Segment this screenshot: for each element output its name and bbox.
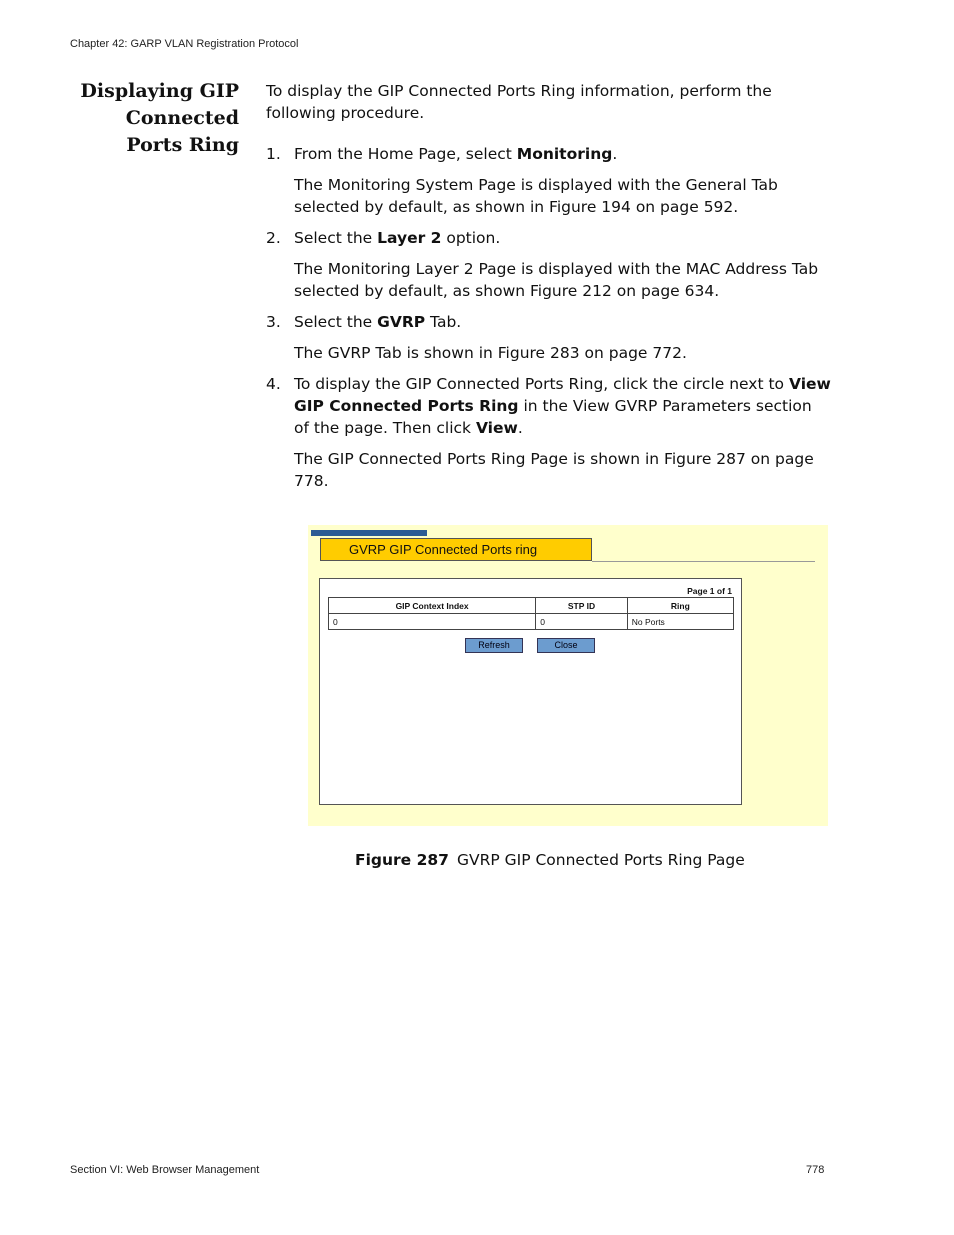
refresh-button[interactable]: Refresh — [465, 638, 523, 653]
table-row — [329, 614, 734, 630]
intro-paragraph: To display the GIP Connected Ports Ring information, perform the following procedure. — [266, 82, 772, 122]
procedure-body — [266, 80, 831, 501]
step-number: 2. — [266, 229, 281, 247]
figure-caption — [355, 851, 745, 869]
figure-caption-text: GVRP GIP Connected Ports Ring Page — [456, 851, 745, 869]
section-title-line-1: Displaying GIP — [80, 80, 239, 102]
step-instruction: To display the GIP Connected Ports Ring, click the circle next to View GIP Connected Ports Ring in the View GVRP Parameters section of the page. Then click View. — [294, 375, 831, 437]
footer-section: Section VI: Web Browser Management — [70, 1164, 260, 1176]
running-head: Chapter 42: GARP VLAN Registration Protocol — [70, 38, 299, 50]
ui-term: GVRP — [377, 313, 426, 331]
step-result: The GVRP Tab is shown in Figure 283 on page 772. — [294, 344, 687, 362]
step-instruction: Select the GVRP Tab. — [294, 313, 462, 331]
content-panel — [319, 578, 742, 805]
step-number: 3. — [266, 313, 281, 331]
tab-gvrp-gip-connected-ports-ring[interactable]: GVRP GIP Connected Ports ring — [320, 538, 592, 561]
ui-term: Monitoring — [516, 145, 613, 163]
page-indicator: Page 1 of 1 — [687, 586, 732, 596]
step-number: 4. — [266, 375, 281, 393]
table-header-row — [329, 598, 734, 614]
step-2 — [266, 227, 831, 302]
cell-stp-id: 0 — [536, 614, 628, 630]
section-title — [60, 78, 239, 159]
step-number: 1. — [266, 145, 281, 163]
page-number: 778 — [806, 1164, 825, 1176]
step-result: The Monitoring Layer 2 Page is displayed with the MAC Address Tab selected by default, as shown Figure 212 on page 634. — [294, 260, 819, 300]
header-bar — [311, 530, 427, 536]
ports-ring-table — [328, 597, 734, 630]
figure-screenshot — [308, 525, 828, 826]
figure-label: Figure 287 — [355, 851, 449, 869]
section-title-line-3: Ports Ring — [126, 134, 239, 156]
step-result: The Monitoring System Page is displayed with the General Tab selected by default, as shown in Figure 194 on page 592. — [294, 176, 778, 216]
column-header-ring: Ring — [627, 598, 733, 614]
cell-gip-context-index: 0 — [329, 614, 536, 630]
step-3 — [266, 311, 831, 364]
ui-term: Layer 2 — [377, 229, 442, 247]
column-header-stp-id: STP ID — [536, 598, 628, 614]
step-4 — [266, 373, 831, 492]
ui-term: View — [475, 419, 518, 437]
cell-ring: No Ports — [627, 614, 733, 630]
close-button[interactable]: Close — [537, 638, 595, 653]
ui-term: View GIP Connected Ports Ring — [294, 375, 831, 415]
column-header-gip-context-index: GIP Context Index — [329, 598, 536, 614]
section-title-line-2: Connected — [125, 107, 239, 129]
step-instruction: Select the Layer 2 option. — [294, 229, 501, 247]
step-result: The GIP Connected Ports Ring Page is shown in Figure 287 on page 778. — [294, 450, 814, 490]
step-instruction: From the Home Page, select Monitoring. — [294, 145, 618, 163]
tab-divider — [592, 561, 815, 562]
step-1 — [266, 143, 831, 218]
